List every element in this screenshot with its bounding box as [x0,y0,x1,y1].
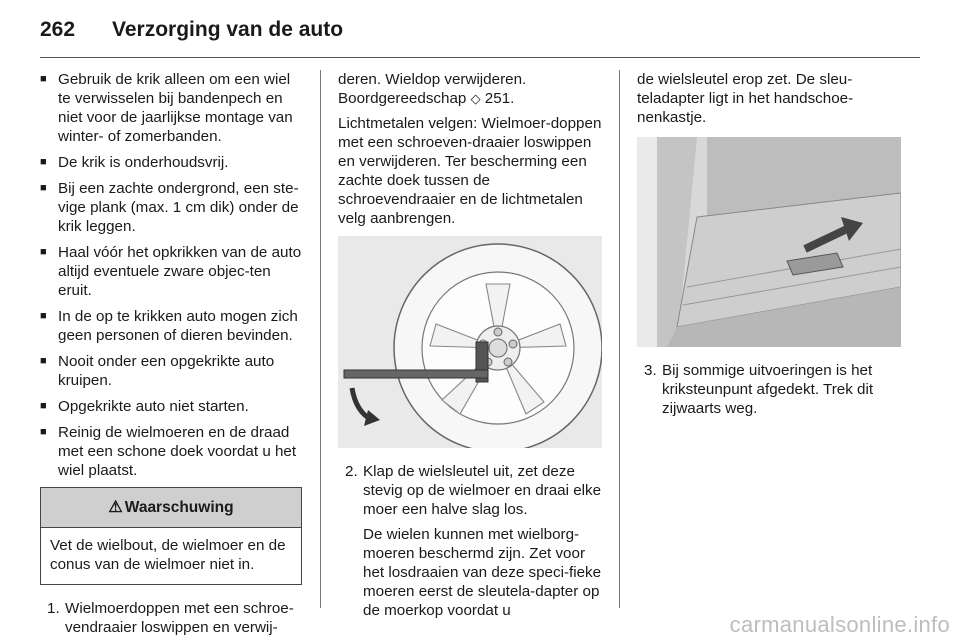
warning-text: Vet de wielbout, de wielmoer en de conus van de wielmoer niet in. [50,537,286,573]
list-item: ■ Haal vóór het opkrikken van de auto altijd eventuele zware objec-ten eruit. [40,243,304,300]
step-2 [338,462,604,620]
alloy-wheel-paragraph: Lichtmetalen velgen: Wielmoer-doppen met een schroeven-draaier loswippen en verwijderen. Ter bescherming een zachte doek tussen de schroevendraaier en de lichtmetalen velg aanbrengen. [338,115,602,227]
column-3 [637,70,901,418]
step-number: 3. [644,362,657,379]
page-title: Verzorging van de auto [112,18,344,41]
list-item: ■ Nooit onder een opgekrikte auto kruipen. [40,352,304,390]
warning-triangle-icon: ⚠ [108,499,123,516]
column-2 [338,70,604,620]
warning-box [40,487,302,585]
jack-point-cover-illustration [637,137,901,347]
watermark: carmanualsonline.info [729,612,950,637]
continued-text: de wielsleutel erop zet. De sleu-teladapter ligt in het handschoe-nenkastje. [637,71,854,126]
column-divider-2 [619,70,620,608]
column-1 [40,70,304,637]
step-3 [637,361,901,418]
step-number: 1. [47,600,60,617]
step-number: 2. [345,463,358,480]
header-divider [40,57,920,58]
list-item: ■ Reinig de wielmoeren en de draad met een schone doek voordat u het wiel plaatst. [40,423,304,480]
reference-page: 251. [480,90,515,107]
list-item: ■ Gebruik de krik alleen om een wiel te verwisselen bij bandenpech en niet voor de jaarlijkse montage van winter- of zomerbanden. [40,70,304,146]
step-1 [40,599,304,637]
step-text: Bij sommige uitvoeringen is het kriksteunpunt afgedekt. Trek dit zijwaarts weg. [662,362,874,417]
cross-reference [338,89,604,108]
safety-bullet-list [40,70,304,480]
list-item: ■ Opgekrikte auto niet starten. [40,397,304,416]
step-text: Klap de wielsleutel uit, zet deze stevig op de wielmoer en draai elke moer een halve slag los. [363,463,602,518]
page-header [40,18,920,58]
reference-label: Boordgereedschap [338,90,471,107]
step-2-note: De wielen kunnen met wielborg-moeren beschermd zijn. Zet voor het losdraaien van deze speci-fieke moeren eerst de sleutela-dapter op de moerkop voordat u [363,526,602,619]
list-item: ■ De krik is onderhoudsvrij. [40,153,304,172]
list-item: ■ In de op te krikken auto mogen zich geen personen of dieren bevinden. [40,307,304,345]
wheel-wrench-illustration [338,236,602,448]
continued-text: deren. Wieldop verwijderen. [338,71,527,88]
list-item: ■ Bij een zachte ondergrond, een ste-vige plank (max. 1 cm dik) onder de krik leggen. [40,179,304,236]
step-text: Wielmoerdoppen met een schroe-vendraaier loswippen en verwij- [65,600,294,636]
warning-title: Waarschuwing [124,499,234,516]
warning-header [41,488,301,528]
reference-arrow-icon: ◇ [470,91,481,106]
column-divider-1 [320,70,321,608]
page-number: 262 [40,18,76,41]
